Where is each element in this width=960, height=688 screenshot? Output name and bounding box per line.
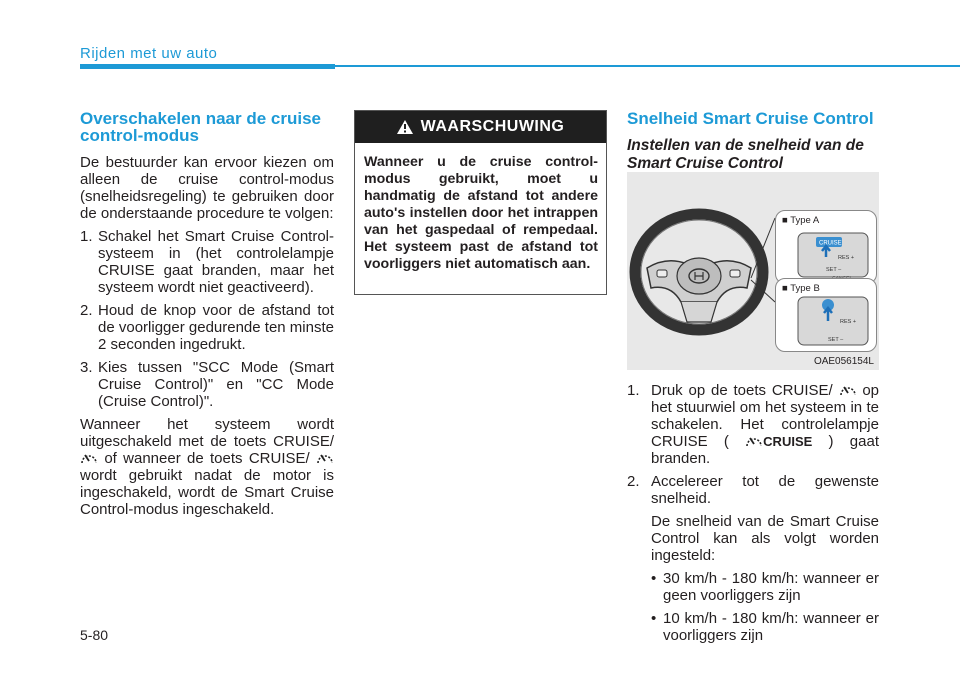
step-item: [80, 228, 334, 296]
column-right-steps: [627, 382, 879, 650]
bullet-text: 30 km/h - 180 km/h: wanneer er geen voorliggers zijn: [663, 570, 879, 604]
header-rule: [335, 65, 960, 67]
section-header: Rijden met uw auto: [80, 45, 218, 62]
step-text: Kies tussen "SCC Mode (Smart Cruise Control)" en "CC Mode (Cruise Control)".: [98, 359, 334, 410]
warning-title-bar: [355, 111, 606, 143]
warning-triangle-icon: [397, 120, 413, 134]
page-number: 5-80: [80, 627, 109, 643]
outro-paragraph: [80, 416, 334, 518]
list-item: [627, 570, 879, 604]
step-text: Accelereer tot de gewenste snelheid.: [651, 473, 879, 507]
bullet-text: 10 km/h - 180 km/h: wanneer er voorliggers zijn: [663, 610, 879, 644]
step-item: [80, 359, 334, 410]
step1-text-b: op het stuurwiel om het systeem in te schakelen. Het controlelampje CRUISE (: [651, 382, 880, 450]
cruise-speedometer-icon: [316, 450, 334, 466]
step1-text-c: ) gaat branden.: [651, 433, 879, 467]
step-text: Schakel het Smart Cruise Control-systeem in (het controlelampje CRUISE gaat branden, maar het systeem wordt niet geactiveerd).: [98, 228, 334, 296]
bullet: •: [651, 570, 657, 587]
column-left: [80, 110, 334, 524]
cruise-speedometer-icon: [839, 382, 857, 398]
steering-wheel-figure: [627, 172, 879, 370]
step-item: [627, 473, 879, 507]
step2-note: De snelheid van de Smart Cruise Control kan als volgt worden ingesteld:: [651, 513, 879, 564]
step-text: Houd de knop voor de afstand tot de voorligger gedurende ten minste 2 seconden ingedrukt.: [98, 302, 334, 353]
cruise-speedometer-icon: [80, 450, 98, 466]
section-heading-cruise-mode: Overschakelen naar de cruise control-modus: [80, 109, 321, 145]
type-a-label: ■ Type A: [782, 215, 820, 226]
warning-box: [354, 110, 607, 295]
section-heading-scc-speed: Snelheid Smart Cruise Control: [627, 109, 874, 128]
outro-text-a: Wanneer het systeem wordt uitgeschakeld met de toets CRUISE/: [80, 416, 334, 450]
type-b-text: Type B: [790, 283, 820, 294]
figure-code: OAE056154L: [813, 356, 874, 367]
res-button-label: RES +: [838, 255, 855, 261]
bullet: •: [651, 610, 657, 627]
type-b-panel: [775, 278, 877, 352]
step1-text-a: Druk op de toets CRUISE/: [651, 382, 833, 399]
cruise-button-label: CRUISE: [819, 240, 842, 247]
step-number: 3.: [80, 359, 93, 376]
step-item: [80, 302, 334, 353]
type-a-text: Type A: [790, 215, 820, 226]
type-a-panel: [775, 210, 877, 284]
set-button-label-b: SET –: [828, 337, 844, 343]
cruise-lamp-label: CRUISE: [763, 434, 813, 449]
step-number: 2.: [627, 473, 640, 490]
step-text: [651, 382, 879, 467]
outro-text-b: of wanneer de toets CRUISE/: [104, 450, 310, 467]
step-number: 1.: [627, 382, 640, 399]
intro-paragraph: De bestuurder kan ervoor kiezen om alleen de cruise control-modus (snelheidsregeling) te gebruiken door de onderstaande procedure te volgen:: [80, 154, 334, 222]
set-button-label: SET –: [826, 267, 842, 273]
list-item: [627, 610, 879, 644]
header-rule-accent: [80, 64, 335, 69]
warning-text: Wanneer u de cruise control-modus gebruikt, moet u handmatig de afstand tot andere auto's instellen door het intrappen van het gaspedaal of rempedaal. Het systeem past de afstand tot voorliggers niet automatisch aan.: [364, 154, 598, 272]
type-b-label: ■ Type B: [782, 283, 820, 294]
outro-text-c: wordt gebruikt nadat de motor is ingeschakeld, wordt de Smart Cruise Control-modus ingeschakeld.: [80, 467, 334, 518]
step-number: 1.: [80, 228, 93, 245]
warning-title: WAARSCHUWING: [420, 118, 565, 135]
step-item: [627, 382, 879, 467]
res-button-label-b: RES +: [840, 319, 857, 325]
step-number: 2.: [80, 302, 93, 319]
cruise-indicator-icon: [745, 433, 763, 449]
subheading-set-speed: Instellen van de snelheid van de Smart Cruise Control: [627, 137, 864, 172]
